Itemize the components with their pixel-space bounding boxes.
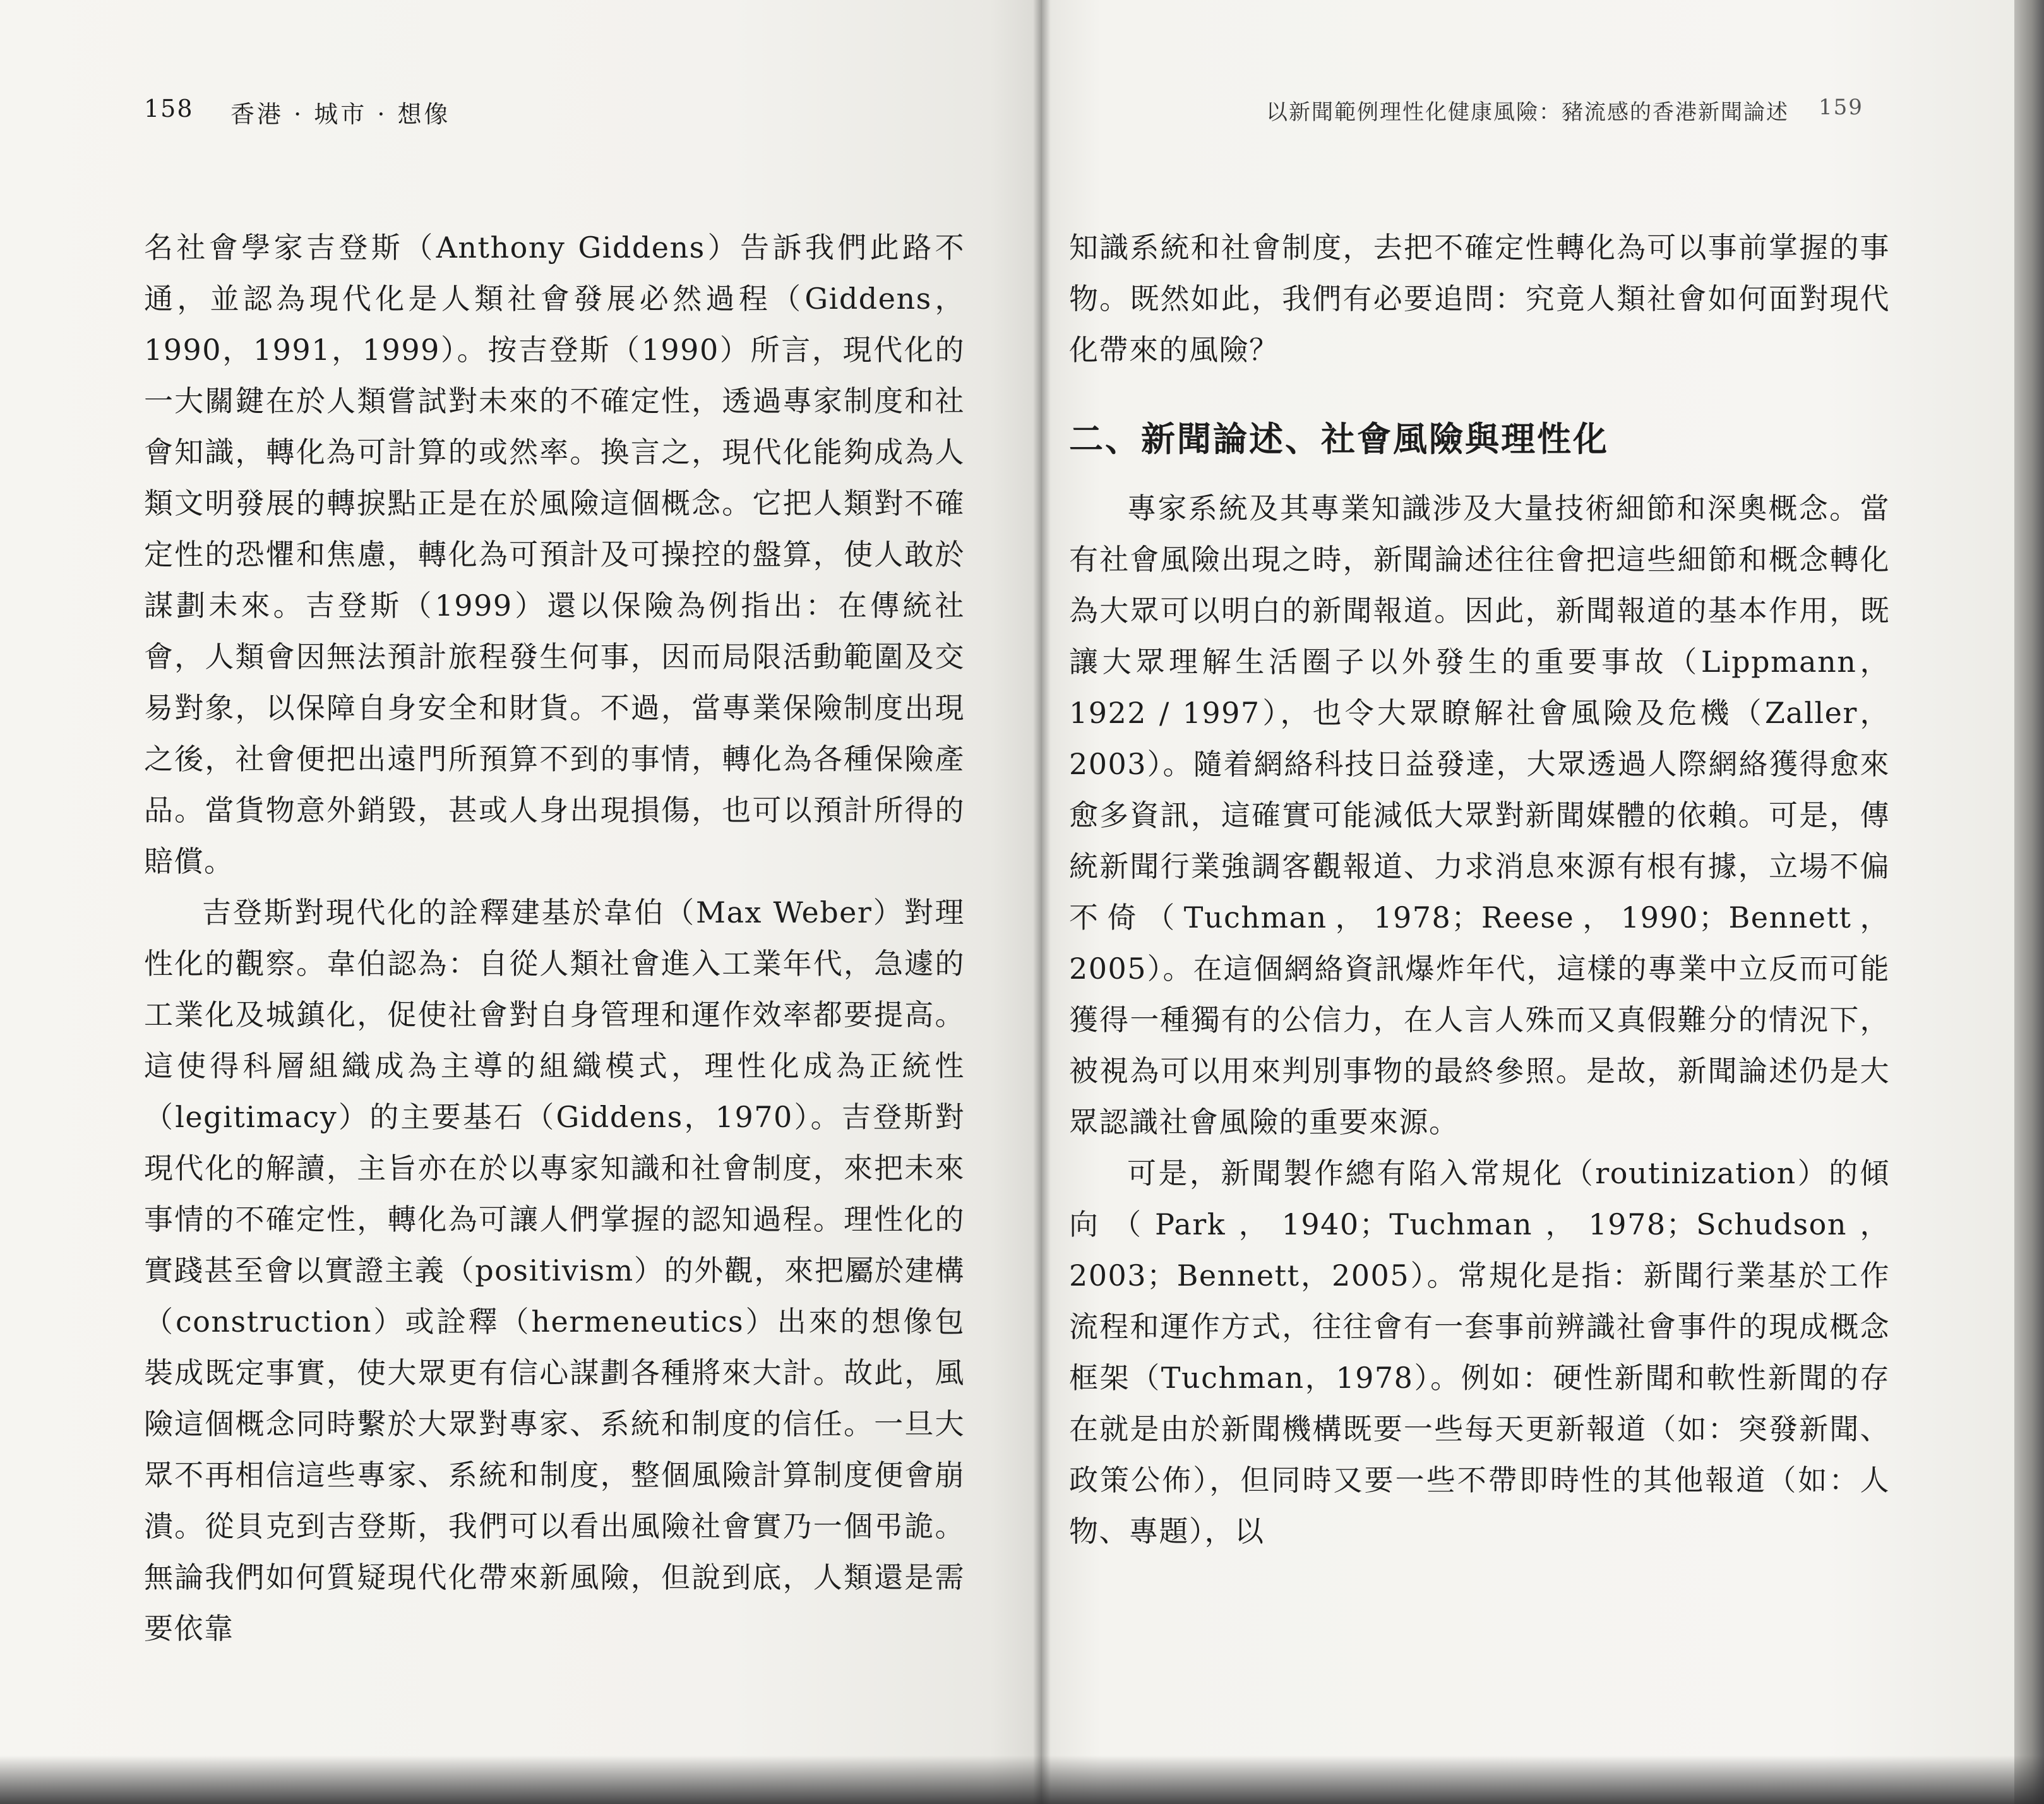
right-page-number: 159: [1819, 95, 1863, 120]
section-heading: 二、新聞論述、社會風險與理性化: [1069, 419, 1609, 459]
right-paragraph-1: 專家系統及其專業知識涉及大量技術細節和深奧概念。當有社會風險出現之時，新聞論述往往會把這些細節和概念轉化為大眾可以明白的新聞報道。因此，新聞報道的基本作用，既讓大眾理解生活圈子以外發生的重要事故（Lippmann，1922 / 1997），也令大眾瞭解社會風險及危機（Zaller，2003）。隨着網絡科技日益發達，大眾透過人際網絡獲得愈來愈多資訊，這確實可能減低大眾對新聞媒體的依賴。可是，傳統新聞行業強調客觀報道、力求消息來源有根有據，立場不偏不倚（Tuchman，1978；Reese，1990；Bennett，2005）。在這個網絡資訊爆炸年代，這樣的專業中立反而可能獲得一種獨有的公信力，在人言人殊而又真假難分的情況下，被視為可以用來判別事物的最終參照。是故，新聞論述仍是大眾認識社會風險的重要來源。: [1069, 491, 1890, 1139]
left-running-title: 香港 · 城市 · 想像: [230, 100, 451, 128]
spacer: [1069, 468, 1890, 483]
left-paragraph-2: 吉登斯對現代化的詮釋建基於韋伯（Max Weber）對理性化的觀察。韋伯認為：自從人類社會進入工業年代，急遽的工業化及城鎮化，促使社會對自身管理和運作效率都要提高。這使得科層組織成為主導的組織模式，理性化成為正統性（legitimacy）的主要基石（Giddens，1970）。吉登斯對現代化的解讀，主旨亦在於以專家知識和社會制度，來把未來事情的不確定性，轉化為可讓人們掌握的認知過程。理性化的實踐甚至會以實證主義（positivism）的外觀，來把屬於建構（construction）或詮釋（hermeneutics）出來的想像包裝成既定事實，使大眾更有信心謀劃各種將來大計。故此，風險這個概念同時繫於大眾對專家、系統和制度的信任。一旦大眾不再相信這些專家、系統和制度，整個風險計算制度便會崩潰。從貝克到吉登斯，我們可以看出風險社會實乃一個弔詭。無論我們如何質疑現代化帶來新風險，但說到底，人類還是需要依靠: [144, 895, 965, 1646]
right-opening-paragraph: 知識系統和社會制度，去把不確定性轉化為可以事前掌握的事物。既然如此，我們有必要追問：究竟人類社會如何面對現代化帶來的風險？: [1069, 230, 1890, 367]
right-body-text: [1069, 222, 1890, 1557]
left-page-number: 158: [144, 95, 194, 122]
right-paragraph-2: 可是，新聞製作總有陷入常規化（routinization）的傾向（Park，1940；Tuchman，1978；Schudson，2003；Bennett，2005）。常規化是指：新聞行業基於工作流程和運作方式，往往會有一套事前辨識社會事件的現成概念框架（Tuchman，1978）。例如：硬性新聞和軟性新聞的存在就是由於新聞機構既要一些每天更新報道（如：突發新聞、政策公佈），但同時又要一些不帶即時性的其他報道（如：人物、專題），以: [1069, 1156, 1890, 1548]
page-stack-edge: [2014, 0, 2044, 1804]
right-running-title: 以新聞範例理性化健康風險：豬流感的香港新聞論述: [1266, 100, 1789, 125]
right-page: [1042, 0, 2021, 1804]
spacer: [1069, 376, 1890, 411]
left-paragraph-1: 名社會學家吉登斯（Anthony Giddens）告訴我們此路不通，並認為現代化是人類社會發展必然過程（Giddens，1990，1991，1999）。按吉登斯（1990）所言，現代化的一大關鍵在於人類嘗試對未來的不確定性，透過專家制度和社會知識，轉化為可計算的或然率。換言之，現代化能夠成為人類文明發展的轉捩點正是在於風險這個概念。它把人類對不確定性的恐懼和焦慮，轉化為可預計及可操控的盤算，使人敢於謀劃未來。吉登斯（1999）還以保險為例指出：在傳統社會，人類會因無法預計旅程發生何事，因而局限活動範圍及交易對象，以保障自身安全和財貨。不過，當專業保險制度出現之後，社會便把出遠門所預算不到的事情，轉化為各種保險產品。當貨物意外銷毀，甚或人身出現損傷，也可以預計所得的賠償。: [144, 230, 965, 878]
book-gutter-shadow: [1033, 0, 1051, 1804]
bottom-shadow: [0, 1755, 2044, 1804]
left-body-text: [144, 222, 965, 1654]
